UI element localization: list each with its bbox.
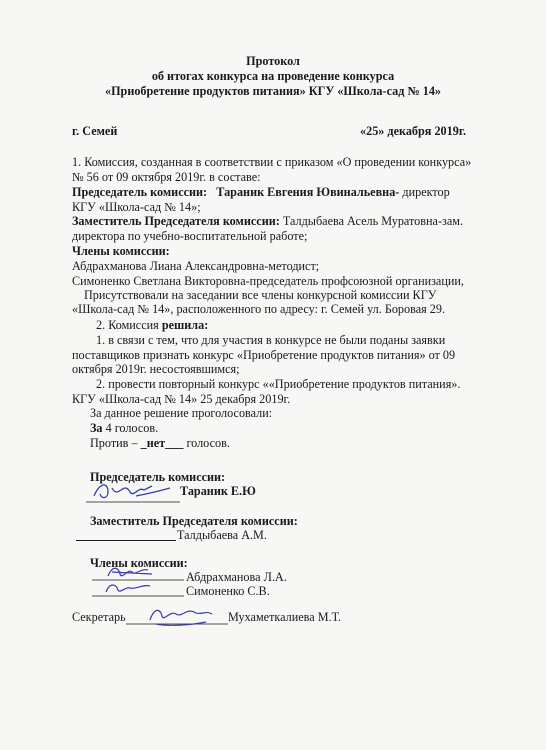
- vote-against-suffix: голосов.: [183, 436, 230, 450]
- member-2: Симоненко Светлана Викторовна-председатель профсоюзной организации,: [72, 274, 464, 288]
- decision-2-line-1: 2. провести повторный конкурс ««Приобретение продуктов питания».: [96, 377, 461, 391]
- sig-chair-label: Председатель комиссии:: [90, 470, 226, 484]
- sig-secretary-name: Мухаметкалиева М.Т.: [228, 610, 341, 624]
- vote-for-label: За: [90, 421, 103, 435]
- vote-for: [90, 421, 158, 436]
- city: г. Семей: [72, 124, 118, 138]
- members-label: Члены комиссии:: [72, 244, 170, 258]
- doc-subtitle: об итогах конкурса на проведение конкурса: [151, 69, 395, 83]
- sig-deputy-name: Талдыбаева А.М.: [177, 528, 267, 542]
- chair-name: Тараник Евгения Ювинальевна-: [216, 185, 400, 199]
- vote-for-value: 4 голосов.: [105, 421, 159, 435]
- para-1-line-2: № 56 от 09 октября 2019г. в составе:: [72, 170, 261, 184]
- vote-against-value: _нет___: [140, 436, 184, 450]
- member-2-signature-image: [92, 580, 184, 600]
- sig-member-1: Абдрахманова Л.А.: [186, 570, 287, 584]
- sig-chair-name: Тараник Е.Ю: [180, 484, 256, 498]
- chair-label: Председатель комиссии:: [72, 185, 208, 199]
- decision-1-line-2: поставщиков признать конкурс «Приобретение продуктов питания» от 09: [72, 348, 456, 362]
- present-line-1: Присутствовали на заседании все члены конкурсной комиссии КГУ: [84, 288, 437, 302]
- sig-members-label: Члены комиссии:: [90, 556, 188, 570]
- sig-secretary-label: Секретарь: [72, 610, 126, 624]
- para-1-line-1: 1. Комиссия, созданная в соответствии с приказом «О проведении конкурса»: [72, 155, 472, 169]
- sig-member-2: Симоненко С.В.: [186, 584, 270, 598]
- deputy-line: [72, 214, 463, 229]
- contest-name: «Приобретение продуктов питания» КГУ «Школа-сад № 14»: [104, 84, 442, 98]
- secretary-signature-image: [126, 604, 228, 630]
- vote-against: [90, 436, 230, 451]
- sig-deputy-label: Заместитель Председателя комиссии:: [90, 514, 298, 528]
- member-1: Абдрахманова Лиана Александровна-методист;: [72, 259, 320, 273]
- chair-org: КГУ «Школа-сад № 14»;: [72, 200, 201, 214]
- decided-prefix: 2. Комиссия: [96, 318, 159, 332]
- chair-role: директор: [402, 185, 450, 199]
- doc-date: «25» декабря 2019г.: [360, 124, 467, 138]
- present-line-2: «Школа-сад № 14», расположенного по адресу: г. Семей ул. Боровая 29.: [72, 302, 446, 316]
- deputy-role: директора по учебно-воспитательной работе;: [72, 229, 308, 243]
- decided-line: [96, 318, 208, 333]
- decision-2-line-2: КГУ «Школа-сад № 14» 25 декабря 2019г.: [72, 392, 291, 406]
- decision-1-line-3: октября 2019г. несостоявшимся;: [72, 362, 240, 376]
- deputy-name: Талдыбаева Асель Муратовна-зам.: [282, 214, 463, 228]
- vote-intro: За данное решение проголосовали:: [90, 406, 273, 420]
- vote-against-label: Против –: [90, 436, 138, 450]
- decided-word: решила:: [161, 318, 209, 332]
- doc-title: Протокол: [246, 54, 300, 68]
- deputy-label: Заместитель Председателя комиссии:: [72, 214, 280, 228]
- deputy-signature-line: [76, 540, 176, 541]
- decision-1-line-1: 1. в связи с тем, что для участия в конкурсе не были поданы заявки: [96, 333, 446, 347]
- chair-signature-image: [86, 478, 180, 506]
- chair-line: [72, 185, 450, 200]
